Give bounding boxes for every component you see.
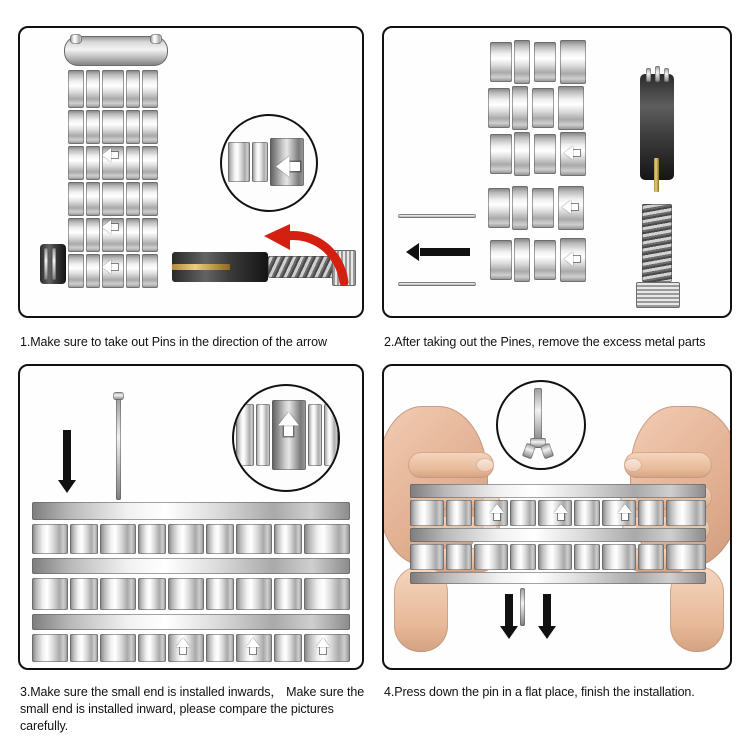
band-link bbox=[68, 218, 84, 252]
zoom-direction-arrow-icon bbox=[278, 412, 299, 436]
band-link bbox=[490, 42, 512, 82]
zoom-link bbox=[256, 404, 270, 466]
extracted-pin bbox=[398, 214, 476, 218]
band-link bbox=[666, 500, 706, 526]
band-link bbox=[274, 578, 302, 610]
band-link bbox=[70, 634, 98, 662]
band-link bbox=[68, 146, 84, 180]
magnifier-step-1 bbox=[220, 114, 318, 212]
band-link bbox=[138, 634, 166, 662]
band-link bbox=[206, 578, 234, 610]
band-link bbox=[638, 500, 664, 526]
step-3-panel bbox=[18, 364, 364, 670]
single-pin-head bbox=[113, 392, 124, 400]
link-direction-arrow-icon bbox=[490, 504, 504, 520]
band-link bbox=[168, 524, 204, 554]
band-link bbox=[534, 240, 556, 280]
band-link bbox=[102, 70, 124, 108]
band-link bbox=[514, 238, 530, 282]
single-pin bbox=[116, 396, 121, 500]
pin-tool-knob bbox=[636, 282, 680, 308]
band-row bbox=[410, 528, 706, 542]
band-link bbox=[102, 110, 124, 144]
extracted-pin bbox=[398, 282, 476, 286]
band-link bbox=[142, 182, 158, 216]
band-link bbox=[126, 146, 140, 180]
pin-tool-tip bbox=[654, 158, 659, 192]
link-direction-arrow-icon bbox=[316, 638, 330, 654]
step-4-cell bbox=[382, 364, 732, 670]
zoom-pin-tip bbox=[540, 443, 554, 460]
band-link bbox=[638, 544, 664, 570]
step-4-caption: 4.Press down the pin in a flat place, finish the installation. bbox=[384, 685, 695, 699]
band-link bbox=[142, 218, 158, 252]
band-link bbox=[126, 218, 140, 252]
pin-tool-prong bbox=[646, 68, 651, 82]
link-direction-arrow-icon bbox=[562, 200, 578, 214]
black-left-arrow-icon bbox=[406, 242, 470, 262]
link-direction-arrow-icon bbox=[618, 504, 632, 520]
pin-tool-prong bbox=[664, 68, 669, 82]
band-link bbox=[410, 544, 444, 570]
clasp-groove bbox=[44, 248, 48, 280]
step-1-panel bbox=[18, 26, 364, 318]
band-link bbox=[236, 578, 272, 610]
step-1-cell bbox=[18, 26, 364, 318]
band-link bbox=[32, 634, 68, 662]
band-link bbox=[490, 240, 512, 280]
band-link bbox=[126, 70, 140, 108]
link-direction-arrow-icon bbox=[176, 638, 190, 654]
zoom-link bbox=[236, 404, 254, 466]
band-link bbox=[138, 578, 166, 610]
zoom-link bbox=[308, 404, 322, 466]
band-link bbox=[304, 524, 350, 554]
band-link bbox=[446, 544, 472, 570]
zoom-link bbox=[324, 404, 338, 466]
clasp-groove bbox=[52, 248, 56, 280]
step-2-cell bbox=[382, 26, 732, 318]
band-link bbox=[558, 86, 584, 130]
magnifier-step-4 bbox=[496, 380, 586, 470]
band-link bbox=[510, 500, 536, 526]
band-link bbox=[32, 578, 68, 610]
link-direction-arrow-icon bbox=[564, 146, 580, 160]
band-link bbox=[474, 544, 508, 570]
zoom-link bbox=[228, 142, 250, 182]
band-link bbox=[560, 40, 586, 84]
band-link bbox=[138, 524, 166, 554]
band-link bbox=[274, 524, 302, 554]
band-link bbox=[68, 182, 84, 216]
band-link bbox=[236, 524, 272, 554]
band-link bbox=[574, 544, 600, 570]
band-link bbox=[534, 42, 556, 82]
band-link bbox=[126, 110, 140, 144]
zoom-direction-arrow-icon bbox=[276, 156, 300, 177]
band-row bbox=[410, 572, 706, 584]
pin-tool-spring bbox=[642, 204, 672, 282]
pin-tool-tip bbox=[172, 264, 230, 270]
step-1-caption: 1.Make sure to take out Pins in the direction of the arrow bbox=[20, 335, 327, 349]
band-link bbox=[410, 500, 444, 526]
link-direction-arrow-icon bbox=[564, 252, 580, 266]
lug-left bbox=[70, 34, 82, 44]
band-link bbox=[100, 524, 136, 554]
band-row bbox=[32, 558, 350, 574]
band-link bbox=[490, 134, 512, 174]
band-link bbox=[602, 544, 636, 570]
band-link bbox=[68, 110, 84, 144]
step-2-caption: 2.After taking out the Pines, remove the excess metal parts bbox=[384, 335, 706, 349]
band-link bbox=[70, 578, 98, 610]
link-direction-arrow-icon bbox=[246, 638, 260, 654]
zoom-pin-tip bbox=[522, 443, 536, 460]
black-down-arrow-icon bbox=[56, 430, 78, 496]
black-down-arrow-icon bbox=[536, 594, 558, 644]
inserted-pin bbox=[520, 588, 525, 626]
band-link bbox=[142, 110, 158, 144]
red-curved-arrow-icon bbox=[256, 224, 352, 286]
band-link bbox=[488, 88, 510, 128]
link-direction-arrow-icon bbox=[102, 148, 118, 162]
band-link bbox=[86, 110, 100, 144]
band-link bbox=[574, 500, 600, 526]
link-direction-arrow-icon bbox=[554, 504, 568, 520]
band-link bbox=[86, 146, 100, 180]
link-direction-arrow-icon bbox=[102, 220, 118, 234]
band-link bbox=[512, 186, 528, 230]
band-link bbox=[538, 544, 572, 570]
band-link bbox=[168, 578, 204, 610]
pin-tool-prong bbox=[655, 66, 660, 82]
band-link bbox=[86, 254, 100, 288]
band-link bbox=[532, 188, 554, 228]
band-link bbox=[514, 40, 530, 84]
band-link bbox=[86, 218, 100, 252]
step-3-cell bbox=[18, 364, 364, 670]
band-link bbox=[142, 146, 158, 180]
band-link bbox=[514, 132, 530, 176]
band-link bbox=[68, 70, 84, 108]
black-down-arrow-icon bbox=[498, 594, 520, 644]
band-row bbox=[32, 614, 350, 630]
band-link bbox=[304, 578, 350, 610]
band-link bbox=[512, 86, 528, 130]
band-link bbox=[510, 544, 536, 570]
band-link bbox=[532, 88, 554, 128]
band-link bbox=[32, 524, 68, 554]
step-3-caption: 3.Make sure the small end is installed inwards， Make sure the small end is installed inward, please compare the pictures carefully. bbox=[20, 685, 365, 733]
band-link bbox=[534, 134, 556, 174]
step-4-panel bbox=[382, 364, 732, 670]
link-direction-arrow-icon bbox=[102, 260, 118, 274]
band-link bbox=[446, 500, 472, 526]
band-link bbox=[488, 188, 510, 228]
band-link bbox=[100, 634, 136, 662]
band-row bbox=[410, 484, 706, 498]
band-link bbox=[274, 634, 302, 662]
band-link bbox=[142, 70, 158, 108]
zoom-pin bbox=[534, 388, 542, 444]
band-link bbox=[206, 524, 234, 554]
band-link bbox=[666, 544, 706, 570]
band-link bbox=[68, 254, 84, 288]
band-link bbox=[86, 70, 100, 108]
band-link bbox=[206, 634, 234, 662]
band-link bbox=[86, 182, 100, 216]
zoom-link bbox=[252, 142, 268, 182]
band-link bbox=[126, 182, 140, 216]
band-link bbox=[100, 578, 136, 610]
band-link bbox=[126, 254, 140, 288]
band-row bbox=[32, 502, 350, 520]
lug-right bbox=[150, 34, 162, 44]
band-link bbox=[142, 254, 158, 288]
magnifier-step-3 bbox=[232, 384, 340, 492]
band-link bbox=[70, 524, 98, 554]
step-2-panel bbox=[382, 26, 732, 318]
band-link bbox=[102, 182, 124, 216]
